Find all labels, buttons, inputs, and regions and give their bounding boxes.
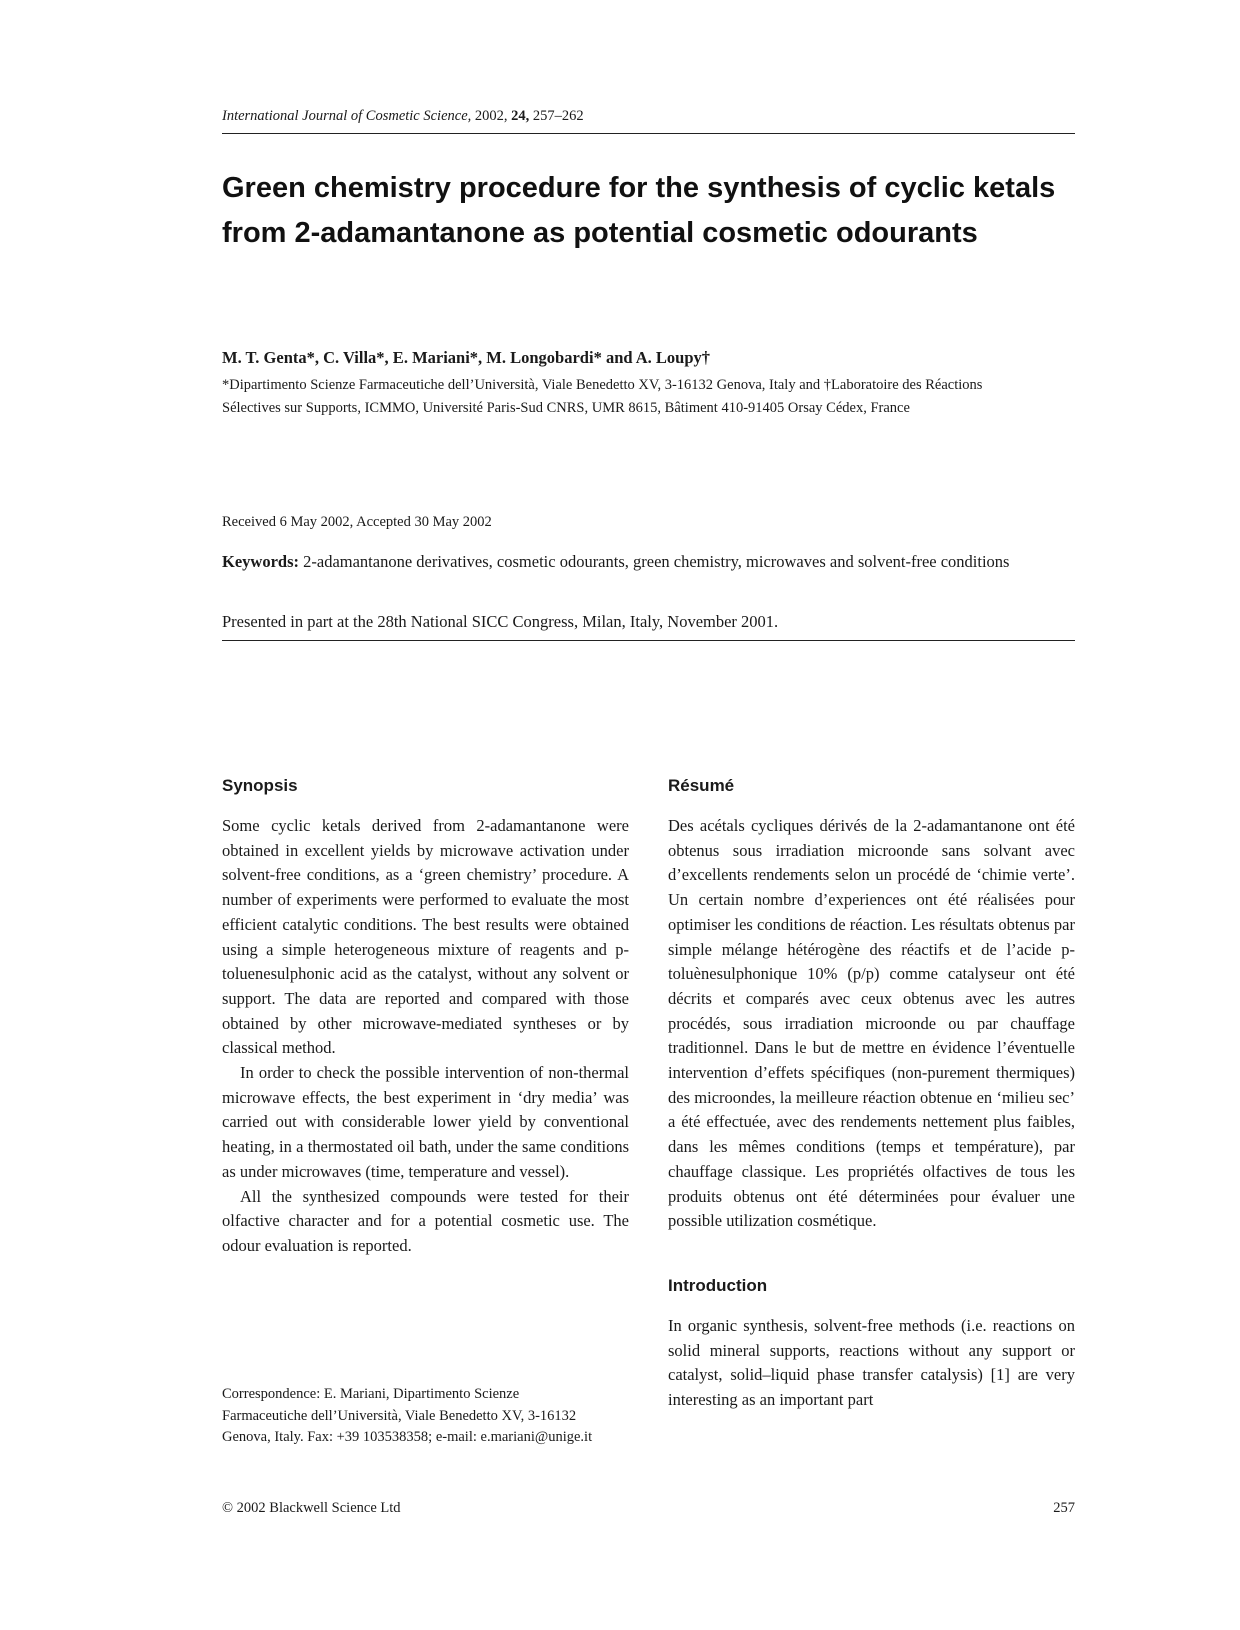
article-title: Green chemistry procedure for the synthesis of cyclic ketals from 2-adamantanone as potential cosmetic odourants: [222, 172, 1056, 249]
right-column: [668, 774, 1075, 1413]
synopsis-paragraph: All the synthesized compounds were tested for their olfactive character and for a potential cosmetic use. The odour evaluation is reported.: [222, 1186, 629, 1255]
keywords: [222, 550, 1075, 574]
page-number: 257: [1053, 1500, 1075, 1516]
header-rule: [222, 133, 1075, 134]
journal-year: 2002,: [474, 108, 508, 124]
keywords-text: 2-adamantanone derivatives, cosmetic odourants, green chemistry, microwaves and solvent-free conditions: [303, 552, 1010, 571]
left-column: [222, 774, 629, 1259]
journal-name: International Journal of Cosmetic Science,: [222, 108, 472, 124]
introduction-paragraph: In organic synthesis, solvent-free methods (i.e. reactions on solid mineral supports, reactions without any support or catalyst, solid–liquid phase transfer catalysis) [1] are very interesting as an important part: [668, 1315, 1075, 1410]
synopsis-heading: Synopsis: [222, 776, 298, 795]
article-page: [222, 100, 1075, 1560]
received-dates: Received 6 May 2002, Accepted 30 May 2002: [222, 514, 492, 530]
keywords-label: Keywords:: [222, 552, 299, 571]
copyright: © 2002 Blackwell Science Ltd: [222, 1500, 401, 1516]
journal-pages: 257–262: [532, 108, 584, 124]
journal-volume: 24,: [511, 108, 530, 124]
running-head: [222, 108, 1075, 125]
resume-heading: Résumé: [668, 776, 735, 795]
presented-note: Presented in part at the 28th National SICC Congress, Milan, Italy, November 2001.: [222, 612, 779, 631]
author-list: M. T. Genta*, C. Villa*, E. Mariani*, M. Longobardi* and A. Loupy†: [222, 348, 711, 367]
abstract-rule: [222, 640, 1075, 641]
synopsis-paragraph: In order to check the possible intervention of non-thermal microwave effects, the best experiment in ‘dry media’ was carried out with considerable lower yield by conventional heating, in a thermostated oil bath, under the same conditions as under microwaves (time, temperature and vessel).: [222, 1063, 629, 1181]
resume-paragraph: Des acétals cycliques dérivés de la 2-adamantanone ont été obtenus sous irradiation microonde sans solvant avec d’excellents rendements selon un procédé de ‘chimie verte’. Un certain nombre d’experiences ont été réalisées pour optimiser les conditions de réaction. Les résultats obtenus par simple mélange hétérogène des réactifs et de l’acide p-toluènesulphonique 10% (p/p) comme catalyseur ont été décrits et comparés avec ceux obtenus avec les autres procédés, sous irradiation microonde ou par chauffage traditionnel. Dans le but de mettre en évidence l’éventuelle intervention d’effets spécifiques (non-purement thermiques) des microondes, la meilleure réaction obtenue en ‘milieu sec’ a été effectuée, avec des rendements nettement plus faibles, dans les mêmes conditions (temps et température), par chauffage classique. Les propriétés olfactives de tous les produits obtenus ont été déterminées pour évaluer une possible utilization cosmétique.: [668, 816, 1075, 1231]
synopsis-paragraph: Some cyclic ketals derived from 2-adamantanone were obtained in excellent yields by microwave activation under solvent-free conditions, as a ‘green chemistry’ procedure. A number of experiments were performed to evaluate the most efficient catalytic conditions. The best results were obtained using a simple heterogeneous mixture of reagents and p-toluenesulphonic acid as the catalyst, without any solvent or support. The data are reported and compared with those obtained by other microwave-mediated syntheses or by classical method.: [222, 816, 629, 1058]
correspondence-note: Correspondence: E. Mariani, Dipartimento Scienze Farmaceutiche dell’Università, Viale Benedetto XV, 3-16132 Genova, Italy. Fax: +39 103538358; e-mail: e.mariani@unige.it: [222, 1386, 593, 1445]
affiliations: *Dipartimento Scienze Farmaceutiche dell’Università, Viale Benedetto XV, 3-16132 Genova, Italy and †Laboratoire des Réactions Sélectives sur Supports, ICMMO, Université Paris-Sud CNRS, UMR 8615, Bâtiment 410-91405 Orsay Cédex, France: [222, 377, 983, 416]
introduction-heading: Introduction: [668, 1275, 768, 1295]
